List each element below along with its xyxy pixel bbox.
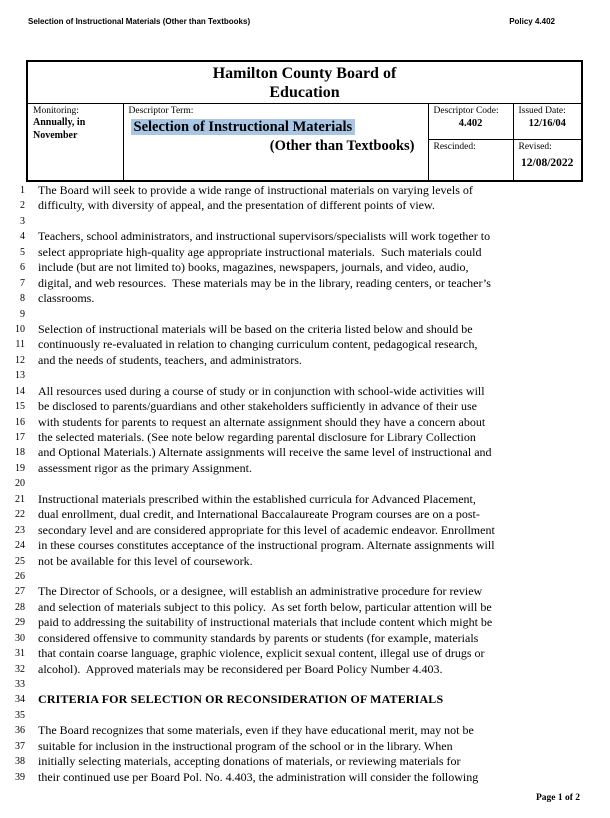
policy-line-21 — [0, 492, 610, 507]
policy-line-34 — [0, 692, 610, 707]
line-text: in these courses constitutes acceptance of the instructional program. Alternate assignments will — [38, 538, 495, 553]
line-number: 17 — [15, 432, 25, 443]
descriptor-term-cell — [123, 104, 428, 181]
line-number: 38 — [15, 756, 25, 768]
revised-label: Revised: — [518, 142, 552, 152]
line-text: and selection of materials subject to this policy. As set forth below, particular attention will be — [38, 599, 492, 614]
line-number: 19 — [15, 462, 25, 474]
policy-line-9 — [0, 307, 610, 322]
line-text: that contain coarse language, graphic violence, explicit sexual content, illegal use of drugs or — [38, 646, 485, 661]
line-text: and the needs of students, teachers, and administrators. — [38, 352, 302, 367]
policy-line-32 — [0, 662, 610, 677]
running-header-policy-number: Policy 4.402 — [509, 17, 555, 26]
line-text: All resources used during a course of study or in conjunction with school-wide activities will — [38, 383, 485, 398]
policy-line-33 — [0, 677, 610, 692]
line-text: Teachers, school administrators, and instructional supervisors/specialists will work together to — [38, 229, 491, 244]
line-number: 4 — [20, 231, 25, 243]
line-number: 29 — [15, 617, 25, 629]
line-text: paid to addressing the suitability of instructional materials that include content which might be — [38, 615, 493, 630]
line-text: with students for parents to request an alternate assignment should they have a concern about — [38, 414, 486, 429]
line-text: considered offensive to community standards by parents or students (for example, materials — [38, 630, 479, 645]
line-text: be disclosed to parents/guardians and other stakeholders sufficiently in advance of their use — [38, 399, 477, 414]
policy-line-31 — [0, 646, 610, 661]
line-number: 39 — [15, 771, 25, 783]
line-number: 2 — [20, 200, 25, 212]
policy-line-27 — [0, 584, 610, 599]
descriptor-term-label: Descriptor Term: — [128, 106, 194, 116]
line-number: 15 — [15, 401, 25, 413]
line-number: 7 — [20, 277, 25, 289]
line-number: 33 — [15, 679, 25, 690]
issued-date-cell — [513, 104, 582, 140]
line-text: initially selecting materials, accepting donations of materials, or reviewing materials for — [38, 754, 461, 769]
monitoring-value: Annually, in November — [33, 117, 86, 141]
line-number: 12 — [15, 354, 25, 366]
rescinded-label: Rescinded: — [433, 142, 476, 152]
policy-line-22 — [0, 507, 610, 522]
policy-line-3 — [0, 214, 610, 229]
line-number: 16 — [15, 416, 25, 428]
board-title-line1: Hamilton County Board of — [212, 65, 397, 82]
rescinded-cell — [428, 140, 513, 181]
line-text: digital, and web resources. These materials may be in the library, reading centers, or teacher’s — [38, 275, 491, 290]
policy-line-11 — [0, 337, 610, 352]
descriptor-code-value: 4.402 — [458, 118, 483, 129]
policy-line-12 — [0, 353, 610, 368]
policy-line-39 — [0, 770, 610, 785]
line-number: 20 — [15, 478, 25, 490]
descriptor-term-value — [129, 118, 423, 156]
line-text: classrooms. — [38, 291, 95, 306]
running-header — [28, 17, 555, 26]
descriptor-code-cell — [428, 104, 513, 140]
policy-header-table — [26, 60, 583, 182]
line-text: The Board will seek to provide a wide range of instructional materials on varying levels of — [38, 183, 473, 197]
policy-line-23 — [0, 523, 610, 538]
line-text: CRITERIA FOR SELECTION OR RECONSIDERATION OF MATERIALS — [38, 692, 444, 707]
line-number: 3 — [20, 215, 25, 227]
policy-line-1 — [0, 183, 610, 198]
policy-line-24 — [0, 538, 610, 553]
line-text: The Director of Schools, or a designee, will establish an administrative procedure for review — [38, 584, 483, 599]
line-number: 10 — [15, 323, 25, 335]
line-number: 34 — [15, 694, 25, 706]
line-number: 37 — [15, 740, 25, 752]
policy-line-6 — [0, 260, 610, 275]
line-text: their continued use per Board Pol. No. 4.403, the administration will consider the following — [38, 769, 479, 784]
policy-line-19 — [0, 461, 610, 476]
line-number: 5 — [20, 246, 25, 258]
policy-line-15 — [0, 399, 610, 414]
line-number: 13 — [15, 370, 25, 382]
policy-line-2 — [0, 198, 610, 213]
line-number: 32 — [15, 663, 25, 675]
policy-line-14 — [0, 384, 610, 399]
line-number: 31 — [15, 648, 25, 660]
policy-line-13 — [0, 368, 610, 383]
policy-line-25 — [0, 554, 610, 569]
policy-line-7 — [0, 276, 610, 291]
revised-value: 12/08/2022 — [521, 157, 574, 169]
line-number: 23 — [15, 524, 25, 536]
line-number: 14 — [15, 385, 25, 397]
revised-cell — [513, 140, 582, 181]
policy-line-30 — [0, 631, 610, 646]
line-number: 30 — [15, 632, 25, 644]
policy-line-28 — [0, 600, 610, 615]
line-text: secondary level and are considered appropriate for this level of academic endeavor. Enrollment — [38, 522, 495, 537]
line-text: Instructional materials prescribed within the established curricula for Advanced Placement, — [38, 491, 476, 506]
line-number: 8 — [20, 293, 25, 305]
policy-line-17 — [0, 430, 610, 445]
policy-line-8 — [0, 291, 610, 306]
monitoring-cell — [27, 104, 123, 181]
policy-line-20 — [0, 476, 610, 491]
page-number: Page 1 of 2 — [535, 793, 580, 803]
line-text: the selected materials. (See note below regarding parental disclosure for Library Collection — [38, 430, 476, 444]
line-number: 28 — [15, 601, 25, 613]
line-text: and Optional Materials.) Alternate assignments will receive the same level of instructional and — [38, 445, 492, 460]
line-number: 25 — [15, 555, 25, 567]
line-number: 6 — [20, 262, 25, 274]
policy-line-35 — [0, 708, 610, 723]
line-text: include (but are not limited to) books, magazines, newspapers, journals, and video, audio, — [38, 260, 469, 275]
policy-line-29 — [0, 615, 610, 630]
line-text: not be available for this level of coursework. — [38, 553, 253, 568]
line-number: 24 — [15, 540, 25, 552]
line-text: alcohol). Approved materials may be reconsidered per Board Policy Number 4.403. — [38, 661, 443, 676]
line-text: Selection of instructional materials will be based on the criteria listed below and should be — [38, 321, 473, 336]
line-number: 26 — [15, 570, 25, 582]
descriptor-term-highlighted-text: Selection of Instructional Materials — [131, 119, 356, 135]
policy-line-36 — [0, 723, 610, 738]
line-text: assessment rigor as the primary Assignment. — [38, 460, 252, 475]
line-text: continuously re-evaluated in relation to changing curriculum content, pedagogical research, — [38, 337, 478, 352]
monitoring-label: Monitoring: — [33, 106, 79, 116]
line-number: 35 — [15, 709, 25, 721]
line-text: dual enrollment, dual credit, and International Baccalaureate Program courses are on a post- — [38, 507, 480, 522]
line-text: select appropriate high-quality age appropriate instructional materials. Such materials could — [38, 244, 482, 259]
board-title-line2: Education — [269, 84, 340, 101]
line-text: suitable for inclusion in the instructional program of the school or in the library. When — [38, 738, 453, 753]
policy-line-10 — [0, 322, 610, 337]
running-header-title: Selection of Instructional Materials (Other than Textbooks) — [28, 17, 251, 26]
line-number: 18 — [15, 447, 25, 459]
policy-line-38 — [0, 754, 610, 769]
policy-line-37 — [0, 739, 610, 754]
policy-body-text — [0, 183, 610, 785]
line-number: 1 — [20, 185, 25, 196]
line-number: 9 — [20, 308, 25, 320]
descriptor-code-label: Descriptor Code: — [433, 106, 499, 116]
line-number: 27 — [15, 586, 25, 598]
line-number: 11 — [15, 339, 25, 351]
policy-line-16 — [0, 415, 610, 430]
line-text: difficulty, with diversity of appeal, and the presentation of different points of view. — [38, 198, 435, 213]
issued-date-label: Issued Date: — [518, 106, 566, 116]
line-number: 36 — [15, 725, 25, 737]
line-number: 22 — [15, 509, 25, 521]
policy-line-4 — [0, 229, 610, 244]
policy-line-5 — [0, 245, 610, 260]
descriptor-term-subtitle: (Other than Textbooks) — [269, 138, 415, 154]
policy-line-18 — [0, 445, 610, 460]
line-number: 21 — [15, 493, 25, 505]
policy-line-26 — [0, 569, 610, 584]
issued-date-value: 12/16/04 — [528, 118, 566, 129]
board-title-cell — [27, 61, 582, 104]
line-text: The Board recognizes that some materials, even if they have educational merit, may not be — [38, 723, 474, 738]
